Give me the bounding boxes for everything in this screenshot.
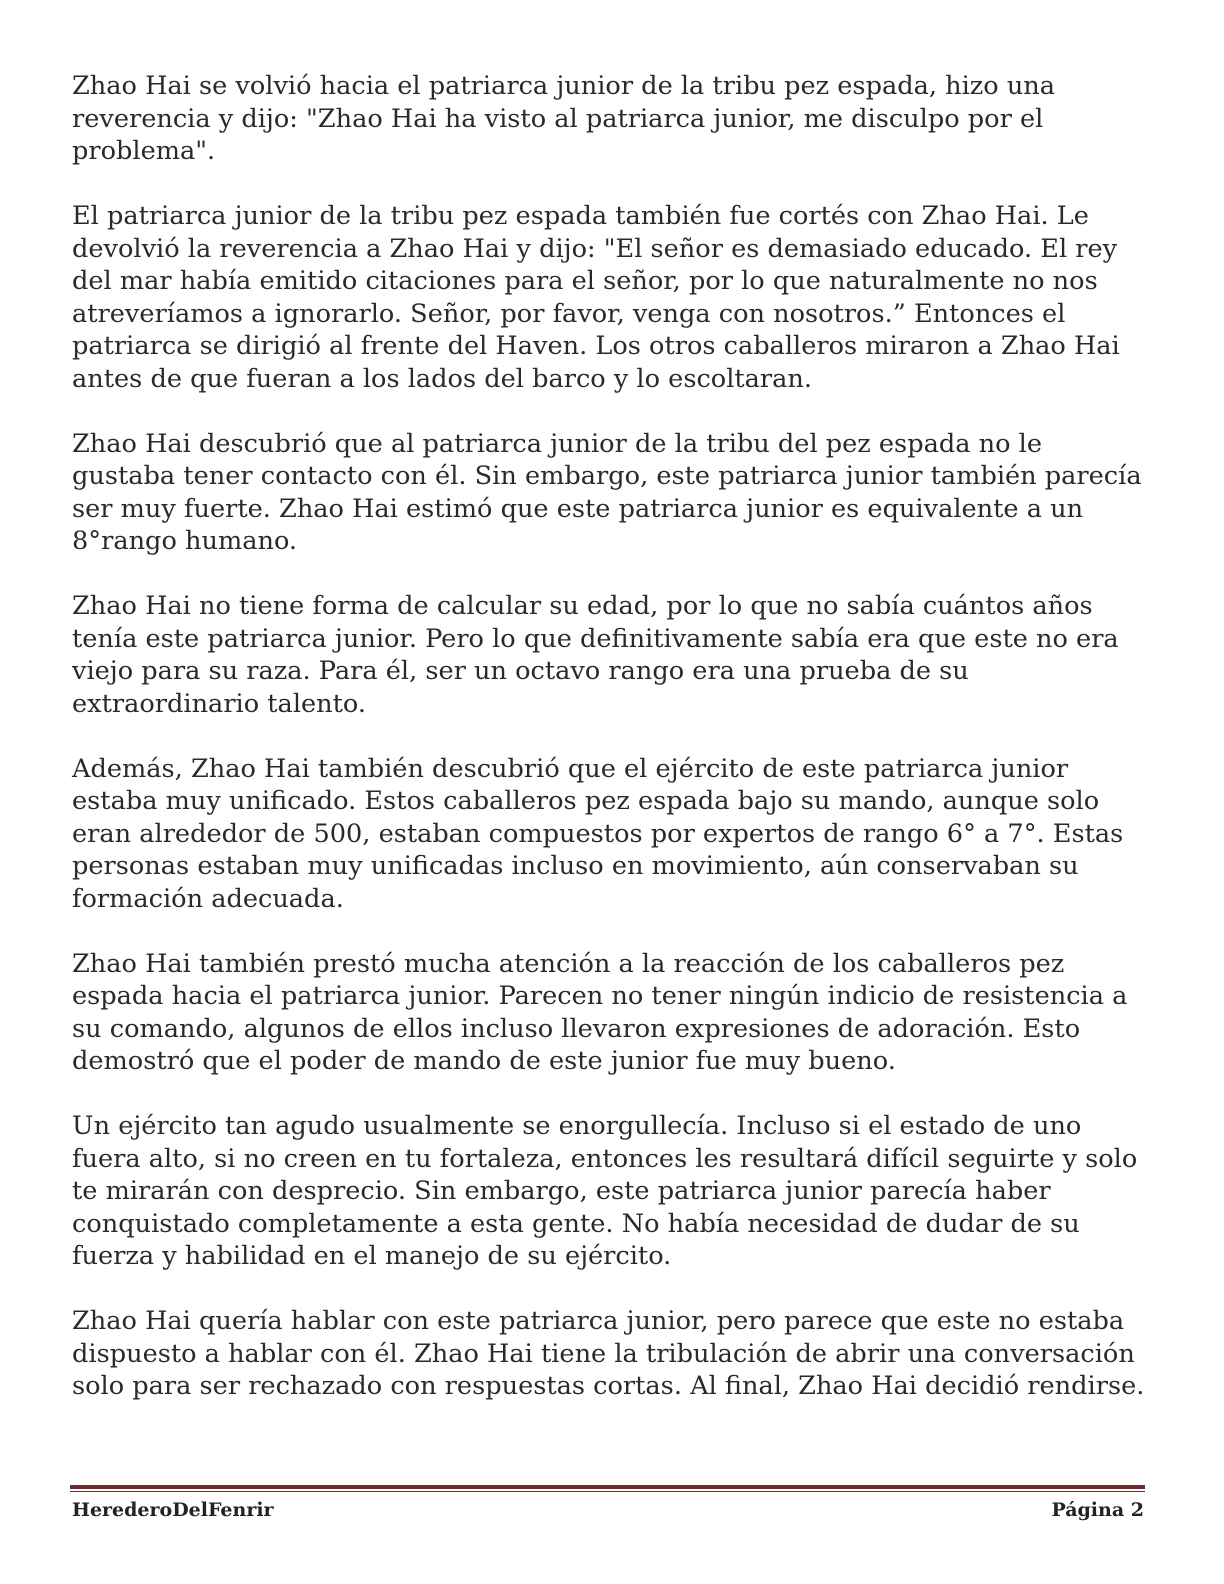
footer-author: HerederoDelFenrir	[72, 1499, 274, 1521]
paragraph-3: Zhao Hai descubrió que al patriarca junior de la tribu del pez espada no le gustaba tener contacto con él. Sin embargo, este patriarca junior también parecía ser muy fuerte. Zhao Hai estimó que este patriarca junior es equivalente a un 8°rango humano.	[72, 428, 1142, 556]
footer-divider	[70, 1485, 1145, 1493]
footer-divider-thick-line	[70, 1485, 1145, 1489]
paragraph-1: Zhao Hai se volvió hacia el patriarca junior de la tribu pez espada, hizo una reverencia y dijo: "Zhao Hai ha visto al patriarca junior, me disculpo por el problema".	[72, 71, 1056, 166]
document-body	[72, 70, 1147, 1435]
paragraph-8: Zhao Hai quería hablar con este patriarca junior, pero parece que este no estaba dispuesto a hablar con él. Zhao Hai tiene la tribulación de abrir una conversación solo para ser rechazado con respuestas cortas. Al final, Zhao Hai decidió rendirse.	[72, 1306, 1145, 1401]
footer-page-number: Página 2	[1051, 1499, 1144, 1521]
paragraph-4: Zhao Hai no tiene forma de calcular su edad, por lo que no sabía cuántos años tenía este patriarca junior. Pero lo que definitivamente sabía era que este no era viejo para su raza. Para él, ser un octavo rango era una prueba de su extraordinario talento.	[72, 591, 1119, 719]
paragraph-5: Además, Zhao Hai también descubrió que el ejército de este patriarca junior estaba muy unificado. Estos caballeros pez espada bajo su mando, aunque solo eran alrededor de 500, estaban compuestos por expertos de rango 6° a 7°. Estas personas estaban muy unificadas incluso en movimiento, aún conservaban su formación adecuada.	[72, 753, 1124, 914]
paragraph-6: Zhao Hai también prestó mucha atención a la reacción de los caballeros pez espada hacia el patriarca junior. Parecen no tener ningún indicio de resistencia a su comando, algunos de ellos incluso llevaron expresiones de adoración. Esto demostró que el poder de mando de este junior fue muy bueno.	[72, 948, 1128, 1076]
page-footer	[72, 1499, 1144, 1521]
footer-divider-thin-line	[70, 1491, 1145, 1492]
paragraph-7: Un ejército tan agudo usualmente se enorgullecía. Incluso si el estado de uno fuera alto, si no creen en tu fortaleza, entonces les resultará difícil seguirte y solo te mirarán con desprecio. Sin embargo, este patriarca junior parecía haber conquistado completamente a esta gente. No había necesidad de dudar de su fuerza y habilidad en el manejo de su ejército.	[72, 1111, 1138, 1271]
paragraph-2: El patriarca junior de la tribu pez espada también fue cortés con Zhao Hai. Le devolvió la reverencia a Zhao Hai y dijo: "El señor es demasiado educado. El rey del mar había emitido citaciones para el señor, por lo que naturalmente no nos atreveríamos a ignorarlo. Señor, por favor, venga con nosotros.” Entonces el patriarca se dirigió al frente del Haven. Los otros caballeros miraron a Zhao Hai antes de que fueran a los lados del barco y lo escoltaran.	[72, 201, 1120, 394]
